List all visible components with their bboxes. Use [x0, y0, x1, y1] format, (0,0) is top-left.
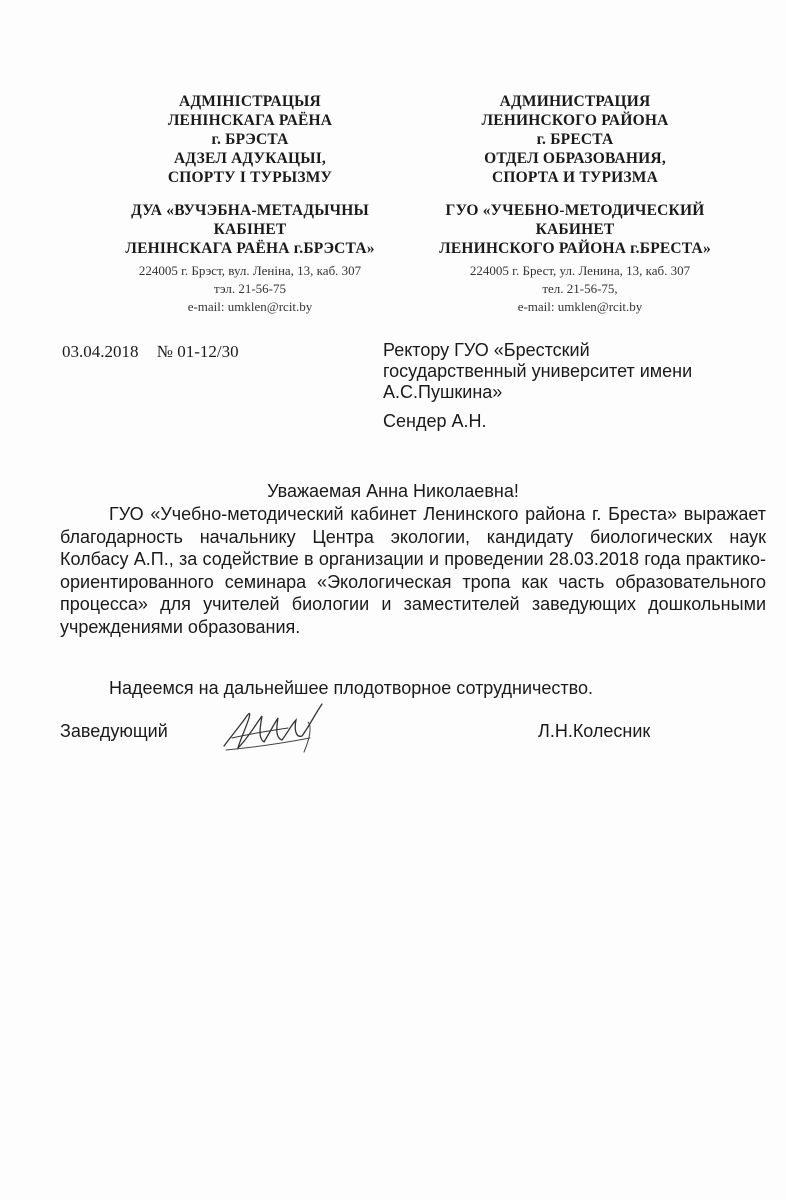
body-paragraph: ГУО «Учебно-методический кабинет Ленинского района г. Бреста» выражает благодарность начальнику Центра экологии, кандидату биологических наук Колбасу А.П., за содействие в организации и проведении 28.03.2018 года практико-ориентированного семинара «Экологическая тропа как часть образовательного процесса» для учителей биологии и заместителей заведующих дошкольными учреждениями образования.	[60, 504, 766, 637]
contacts-belarusian	[70, 262, 430, 316]
contact-address: 224005 г. Брэст, вул. Леніна, 13, каб. 307	[138, 263, 362, 278]
letterhead-line: КАБІНЕТ	[213, 221, 287, 238]
signatory-title: Заведующий	[60, 721, 168, 741]
contact-address: 224005 г. Брест, ул. Ленина, 13, каб. 307	[469, 263, 691, 278]
recipient-line: государственный университет имени	[383, 361, 693, 381]
letterhead-line: ЛЕНІНСКАГА РАЁНА	[167, 112, 333, 129]
registration-number: № 01-12/30	[156, 342, 239, 361]
recipient-name: Сендер А.Н.	[383, 411, 487, 431]
contact-email: e-mail: umklen@rcit.by	[187, 299, 313, 314]
signatory-name: Л.Н.Колесник	[538, 721, 651, 741]
letterhead-line: г. БРЕСТА	[536, 131, 614, 148]
letterhead-line: ДУА «ВУЧЭБНА-МЕТАДЫЧНЫ	[131, 202, 369, 219]
letterhead-line: СПОРТУ І ТУРЫЗМУ	[167, 169, 333, 186]
letterhead-line: АДМИНИСТРАЦИЯ	[499, 93, 651, 110]
letterhead-line: АДЗЕЛ АДУКАЦЫІ,	[173, 150, 327, 167]
letterhead-line: КАБИНЕТ	[535, 221, 615, 238]
registration-date: 03.04.2018	[62, 342, 139, 361]
letterhead-russian	[390, 92, 760, 258]
greeting: Уважаемая Анна Николаевна!	[267, 481, 519, 501]
letterhead-line: ЛЕНІНСКАГА РАЁНА г.БРЭСТА»	[125, 240, 375, 257]
contacts-russian	[400, 262, 760, 316]
contact-email: e-mail: umklen@rcit.by	[517, 299, 643, 314]
letterhead-line: СПОРТА И ТУРИЗМА	[492, 169, 658, 186]
letterhead-line: ОТДЕЛ ОБРАЗОВАНИЯ,	[484, 150, 666, 167]
recipient-block	[383, 340, 743, 432]
contact-phone: тэл. 21-56-75	[214, 281, 286, 296]
letterhead-line: г. БРЭСТА	[211, 131, 289, 148]
letterhead-line: АДМІНІСТРАЦЫЯ	[179, 93, 321, 110]
letterhead-line: ЛЕНИНСКОГО РАЙОНА г.БРЕСТА»	[439, 240, 711, 257]
letterhead-belarusian	[70, 92, 430, 258]
body-paragraph: Надеемся на дальнейшее плодотворное сотрудничество.	[109, 678, 594, 698]
letterhead-line: ГУО «УЧЕБНО-МЕТОДИЧЕСКИЙ	[445, 202, 705, 219]
contact-phone: тел. 21-56-75,	[542, 281, 618, 296]
recipient-line: Ректору ГУО «Брестский	[383, 340, 590, 360]
registration-line	[62, 342, 253, 362]
recipient-line: А.С.Пушкина»	[383, 382, 503, 402]
letterhead-line: ЛЕНИНСКОГО РАЙОНА	[481, 112, 669, 129]
handwritten-signature-icon	[218, 698, 328, 760]
